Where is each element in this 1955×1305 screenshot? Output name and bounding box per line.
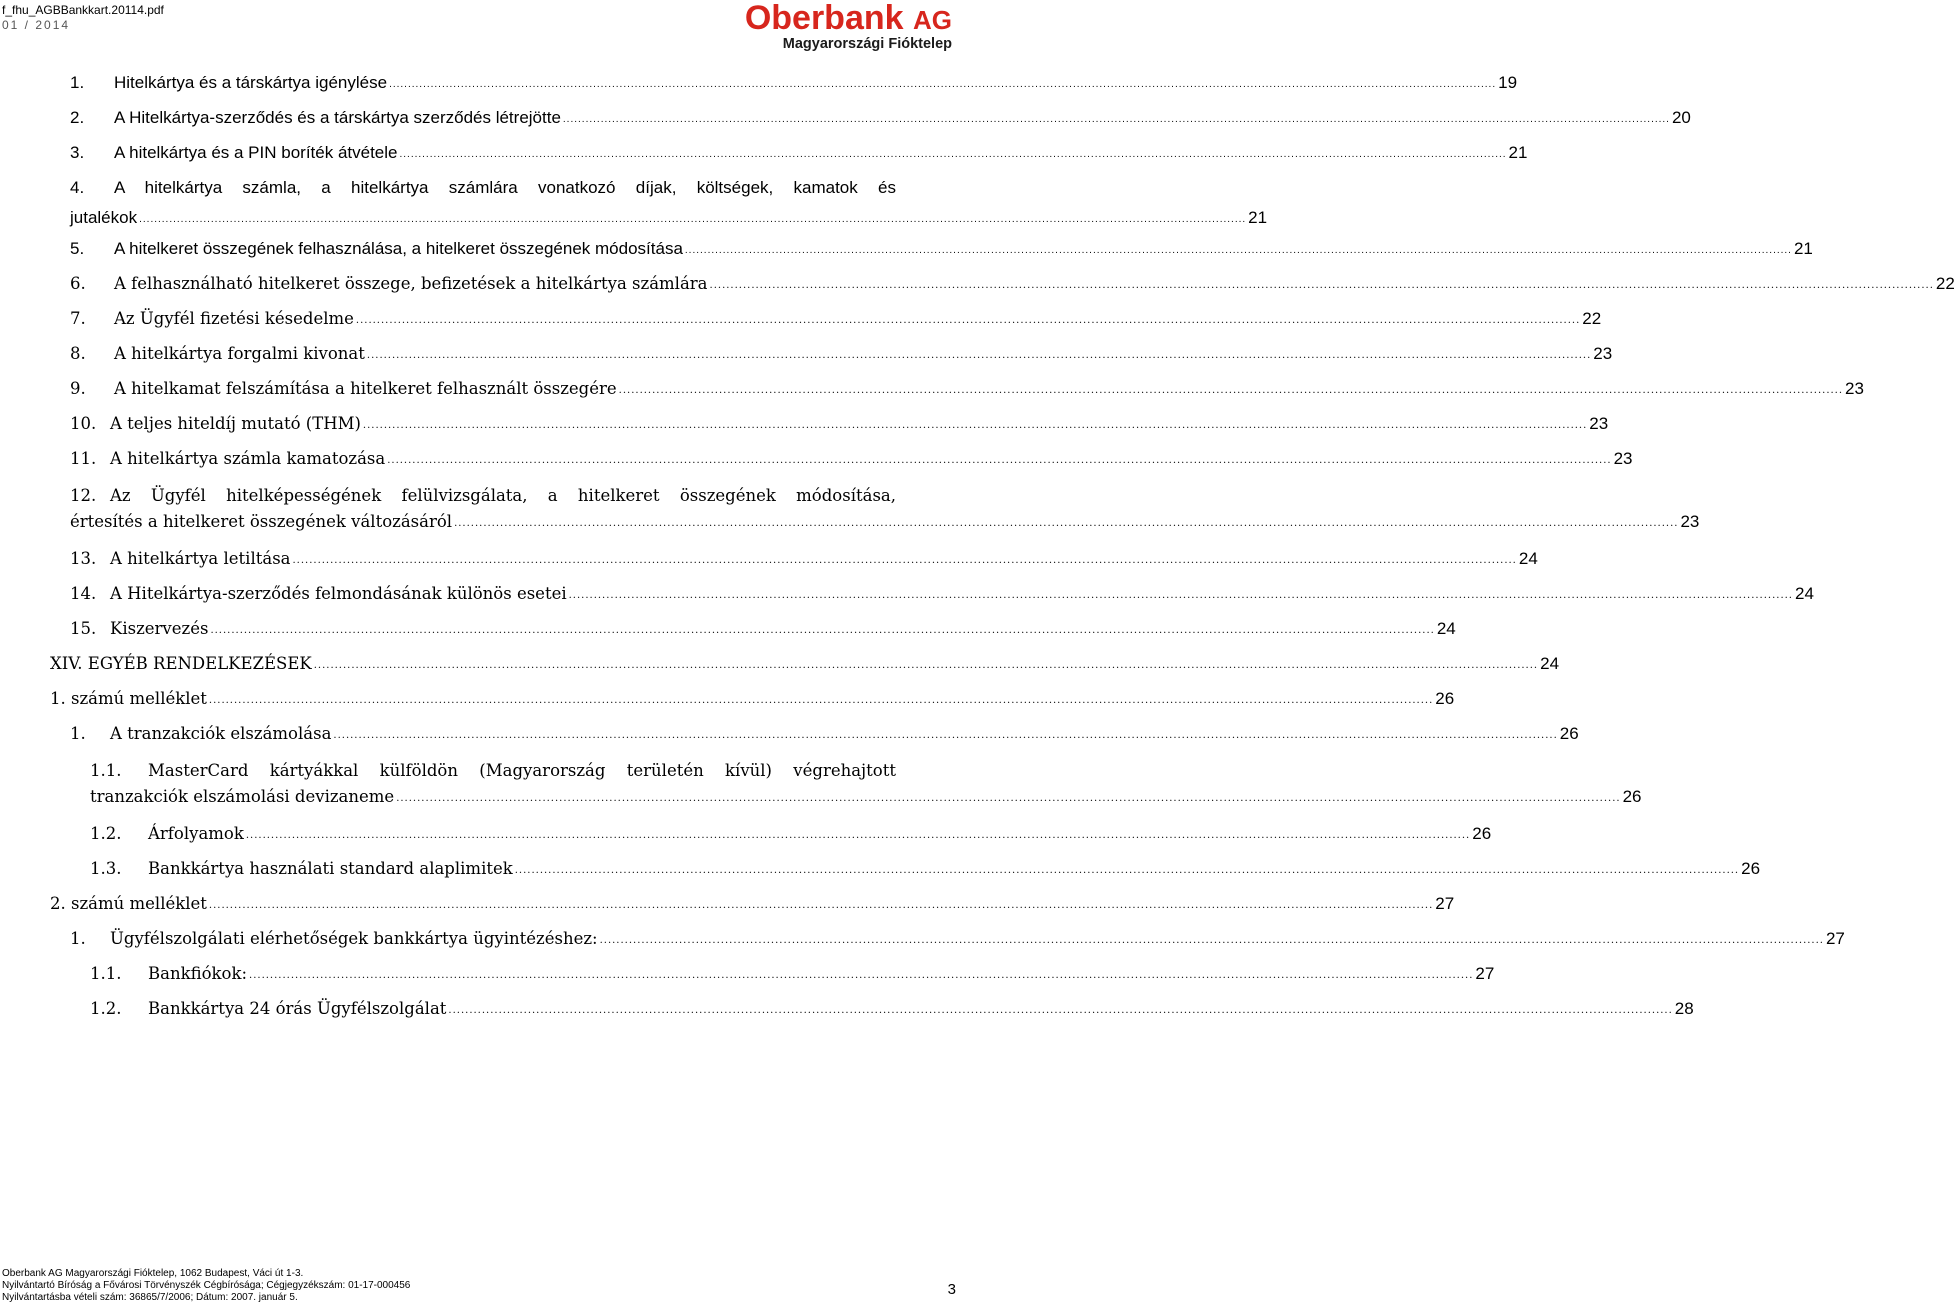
logo-subtitle: Magyarországi Fióktelep (782, 36, 952, 52)
toc-entry[interactable] (70, 446, 1633, 475)
toc-leader (209, 893, 1433, 919)
toc-entry[interactable] (70, 140, 1528, 169)
toc-page: 27 (1825, 929, 1845, 948)
logo-brand-name: Oberbank (744, 0, 904, 37)
toc-number: 1.1. (90, 964, 122, 983)
document-footer (2, 1268, 410, 1304)
toc-title: 1. számú melléklet (50, 689, 207, 708)
toc-page: 26 (1472, 824, 1492, 843)
toc-entry[interactable] (70, 926, 1845, 955)
toc-number: 1. (70, 929, 86, 948)
toc-leader (399, 142, 1506, 168)
toc-leader (600, 928, 1824, 954)
toc-entry[interactable] (70, 581, 1814, 610)
toc-page: 23 (1593, 344, 1613, 363)
toc-number: 8. (70, 344, 86, 363)
toc-page: 26 (1435, 689, 1455, 708)
toc-page: 26 (1622, 787, 1642, 806)
toc-leader (356, 308, 1580, 334)
toc-entry[interactable] (70, 341, 1613, 370)
toc-entry-continued (70, 205, 1268, 234)
toc-leader (563, 107, 1670, 133)
toc-title: XIV. EGYÉB RENDELKEZÉSEK (50, 654, 312, 673)
toc-leader (387, 448, 1611, 474)
toc-page: 23 (1680, 512, 1700, 531)
toc-page: 24 (1795, 584, 1814, 603)
toc-title: 2. számú melléklet (50, 894, 207, 913)
toc-entry[interactable] (70, 175, 1268, 230)
toc-leader (363, 413, 1587, 439)
toc-page: 26 (1559, 724, 1579, 743)
toc-title: A tranzakciók elszámolása (110, 724, 332, 743)
toc-number: 15. (70, 619, 97, 638)
toc-leader (389, 72, 1496, 98)
toc-entry[interactable] (70, 411, 1609, 440)
toc-leader (515, 858, 1739, 884)
toc-page: 23 (1845, 379, 1864, 398)
logo-brand (745, 0, 952, 38)
toc-title: Az Ügyfél hitelképességének felülvizsgálata, a hitelkeret összegének módosítása, (110, 486, 896, 505)
file-name: f_fhu_AGBBankkart.20114.pdf (2, 3, 164, 17)
toc-title: MasterCard kártyákkal külföldön (Magyarország területén kívül) végrehajtott (148, 761, 896, 780)
toc-entry-continued (70, 509, 1700, 538)
toc-number: 1.1. (90, 761, 122, 780)
toc-page: 27 (1475, 964, 1495, 983)
toc-number: 10. (70, 414, 97, 433)
toc-title: A hitelkártya számla kamatozása (110, 449, 386, 468)
toc-number: 5. (70, 239, 85, 258)
toc-entry[interactable] (50, 891, 1455, 920)
toc-title: Árfolyamok (148, 824, 244, 843)
toc-page: 21 (1248, 208, 1268, 227)
toc-title: Kiszervezés (110, 619, 209, 638)
toc-title: Bankkártya 24 órás Ügyfélszolgálat (148, 999, 447, 1018)
toc-number: 7. (70, 309, 86, 328)
toc-entry[interactable] (70, 483, 1700, 538)
toc-leader (454, 511, 1678, 537)
toc-entry[interactable] (70, 376, 1864, 405)
toc-title: A teljes hiteldíj mutató (THM) (110, 414, 361, 433)
toc-entry[interactable] (70, 546, 1538, 575)
toc-page: 21 (1508, 143, 1528, 162)
toc-title-cont: jutalékok (70, 208, 138, 227)
toc-page: 21 (1793, 239, 1813, 258)
toc-leader (619, 378, 1843, 404)
toc-number: 1.2. (90, 999, 122, 1018)
toc-entry[interactable] (70, 271, 1955, 300)
footer-address: Oberbank AG Magyarországi Fióktelep, 1062 Budapest, Váci út 1-3. (2, 1268, 304, 1279)
toc-entry[interactable] (70, 306, 1602, 335)
toc-title: Bankfiókok: (148, 964, 248, 983)
toc-title-line (70, 175, 896, 201)
toc-entry[interactable] (70, 70, 1518, 99)
toc-leader (314, 653, 1538, 679)
toc-page: 22 (1935, 274, 1955, 293)
toc-leader (367, 343, 1591, 369)
toc-number: 1.2. (90, 824, 122, 843)
toc-title: Hitelkártya és a társkártya igénylése (114, 73, 388, 92)
toc-title: Ügyfélszolgálati elérhetőségek bankkártya ügyintézéshez: (110, 929, 598, 948)
toc-page: 28 (1674, 999, 1694, 1018)
toc-page: 22 (1582, 309, 1602, 328)
toc-number: 4. (70, 178, 85, 197)
toc-number: 6. (70, 274, 86, 293)
toc-title-line (70, 483, 896, 509)
toc-page: 27 (1435, 894, 1455, 913)
document-date: 01 / 2014 (2, 18, 71, 32)
toc-entry[interactable] (90, 821, 1492, 850)
oberbank-logo (745, 0, 952, 52)
toc-number: 2. (70, 108, 85, 127)
toc-number: 1. (70, 724, 86, 743)
toc-title: Bankkártya használati standard alaplimitek (148, 859, 513, 878)
toc-page: 26 (1741, 859, 1761, 878)
toc-title: A hitelkamat felszámítása a hitelkeret felhasznált összegére (114, 379, 617, 398)
toc-leader (293, 548, 1517, 574)
document-header (2, 3, 164, 33)
toc-entry[interactable] (70, 105, 1691, 134)
toc-number: 3. (70, 143, 85, 162)
toc-page: 24 (1540, 654, 1560, 673)
logo-brand-suffix: AG (913, 5, 952, 35)
toc-title: A felhasználható hitelkeret összege, befizetések a hitelkártya számlára (114, 274, 708, 293)
toc-entry-continued (90, 784, 1642, 813)
toc-leader (246, 823, 1470, 849)
toc-leader (139, 207, 1246, 233)
toc-leader (209, 688, 1433, 714)
footer-registration: Nyilvántartásba vételi szám: 36865/7/2006; Dátum: 2007. január 5. (2, 1292, 298, 1303)
page-number: 3 (947, 1281, 956, 1298)
footer-registry: Nyilvántartó Bíróság a Fővárosi Törvényszék Cégbírósága; Cégjegyzékszám: 01-17-000456 (2, 1280, 411, 1291)
toc-title: A hitelkártya és a PIN boríték átvétele (114, 143, 398, 162)
toc-leader (210, 618, 1434, 644)
toc-entry[interactable] (90, 758, 1642, 813)
toc-page: 24 (1436, 619, 1456, 638)
toc-title: A Hitelkártya-szerződés felmondásának különös esetei (110, 584, 567, 603)
toc-entry[interactable] (90, 856, 1761, 885)
toc-page: 24 (1518, 549, 1538, 568)
toc-entry[interactable] (90, 996, 1694, 1025)
toc-entry[interactable] (50, 686, 1455, 715)
toc-page: 23 (1613, 449, 1633, 468)
toc-entry[interactable] (70, 616, 1456, 645)
toc-number: 9. (70, 379, 86, 398)
toc-entry[interactable] (70, 236, 1813, 265)
toc-number: 11. (70, 449, 97, 468)
toc-title: A hitelkártya forgalmi kivonat (114, 344, 365, 363)
toc-title: A Hitelkártya-szerződés és a társkártya szerződés létrejötte (114, 108, 561, 127)
toc-title: A hitelkártya letiltása (110, 549, 291, 568)
toc-number: 12. (70, 486, 97, 505)
toc-page: 20 (1671, 108, 1691, 127)
toc-leader (685, 238, 1792, 264)
toc-leader (396, 786, 1620, 812)
toc-entry[interactable] (50, 651, 1560, 680)
toc-page: 23 (1589, 414, 1609, 433)
toc-page: 19 (1498, 73, 1518, 92)
toc-title-cont: értesítés a hitelkeret összegének változásáról (70, 512, 453, 531)
toc-number: 13. (70, 549, 97, 568)
toc-title: A hitelkeret összegének felhasználása, a hitelkeret összegének módosítása (114, 239, 683, 258)
toc-leader (448, 998, 1672, 1024)
toc-entry[interactable] (90, 961, 1495, 990)
toc-leader (710, 273, 1934, 299)
toc-number: 1.3. (90, 859, 122, 878)
toc-title-line (90, 758, 896, 784)
toc-leader (249, 963, 1473, 989)
toc-title: A hitelkártya számla, a hitelkártya számlára vonatkozó díjak, költségek, kamatok és (114, 178, 896, 197)
toc-number: 14. (70, 584, 97, 603)
toc-title-cont: tranzakciók elszámolási devizaneme (90, 787, 395, 806)
toc-title: Az Ügyfél fizetési késedelme (114, 309, 354, 328)
toc-entry[interactable] (70, 721, 1579, 750)
toc-number: 1. (70, 73, 85, 92)
toc-leader (333, 723, 1557, 749)
toc-leader (569, 583, 1793, 609)
